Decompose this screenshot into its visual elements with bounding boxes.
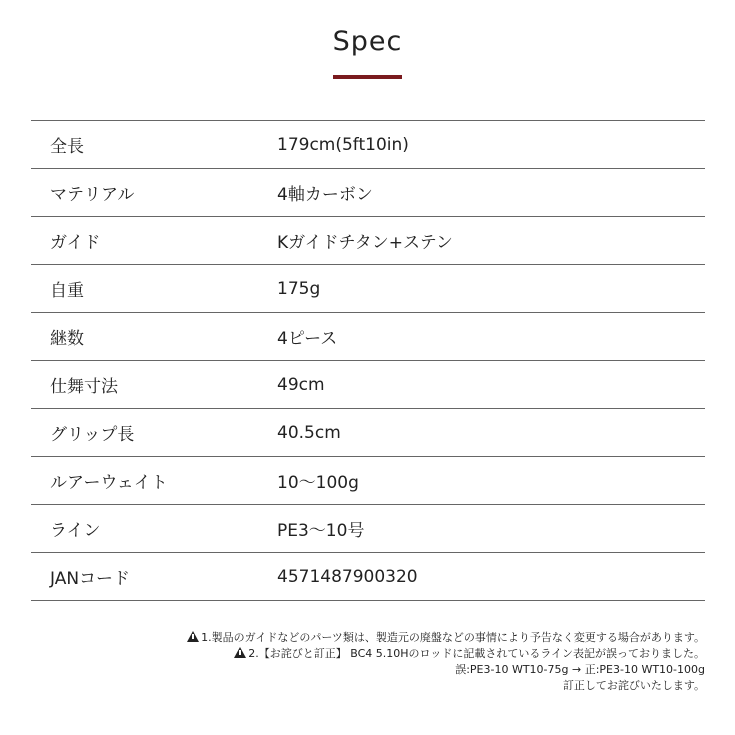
note-text: 2.【お詫びと訂正】 BC4 5.10Hのロッドに記載されているライン表記が誤っておりました。	[248, 647, 705, 660]
table-row	[31, 361, 705, 409]
spec-label: 自重	[50, 281, 84, 301]
spec-label: 全長	[50, 137, 84, 157]
note-line: 訂正してお詫びいたします。	[562, 679, 705, 692]
spec-value: PE3〜10号	[277, 521, 365, 541]
table-row	[31, 169, 705, 217]
spec-label: グリップ長	[50, 425, 135, 445]
spec-value: 10〜100g	[277, 473, 359, 493]
table-row	[31, 121, 705, 169]
spec-value: 175g	[277, 278, 321, 299]
spec-value: 4571487900320	[277, 566, 418, 587]
table-row	[31, 505, 705, 553]
title-underline	[333, 75, 402, 79]
notes	[85, 630, 705, 694]
spec-value: 179cm(5ft10in)	[277, 134, 409, 155]
spec-value: 49cm	[277, 374, 325, 395]
spec-value: 4軸カーボン	[277, 185, 373, 205]
spec-label: JANコード	[50, 569, 131, 589]
spec-label: ガイド	[50, 233, 101, 253]
table-row	[31, 409, 705, 457]
note-text: 1.製品のガイドなどのパーツ類は、製造元の廃盤などの事情により予告なく変更する場合があります。	[201, 631, 705, 644]
spec-label: ルアーウェイト	[50, 473, 168, 493]
note-line: 誤:PE3-10 WT10-75g → 正:PE3-10 WT10-100g	[455, 663, 705, 676]
table-row	[31, 553, 705, 601]
table-row	[31, 217, 705, 265]
spec-value: 4ピース	[277, 329, 338, 349]
table-row	[31, 265, 705, 313]
spec-label: マテリアル	[50, 185, 135, 205]
page-title: Spec	[332, 26, 403, 57]
spec-label: 仕舞寸法	[50, 377, 118, 397]
spec-label: 継数	[50, 329, 84, 349]
warning-icon	[234, 647, 246, 658]
table-row	[31, 313, 705, 361]
spec-value: 40.5cm	[277, 422, 341, 443]
table-row	[31, 457, 705, 505]
spec-table	[31, 120, 705, 601]
note-line	[85, 646, 705, 662]
warning-icon	[187, 631, 199, 642]
spec-value: Kガイドチタン+ステン	[277, 233, 453, 253]
spec-label: ライン	[50, 521, 101, 541]
note-line	[85, 630, 705, 646]
